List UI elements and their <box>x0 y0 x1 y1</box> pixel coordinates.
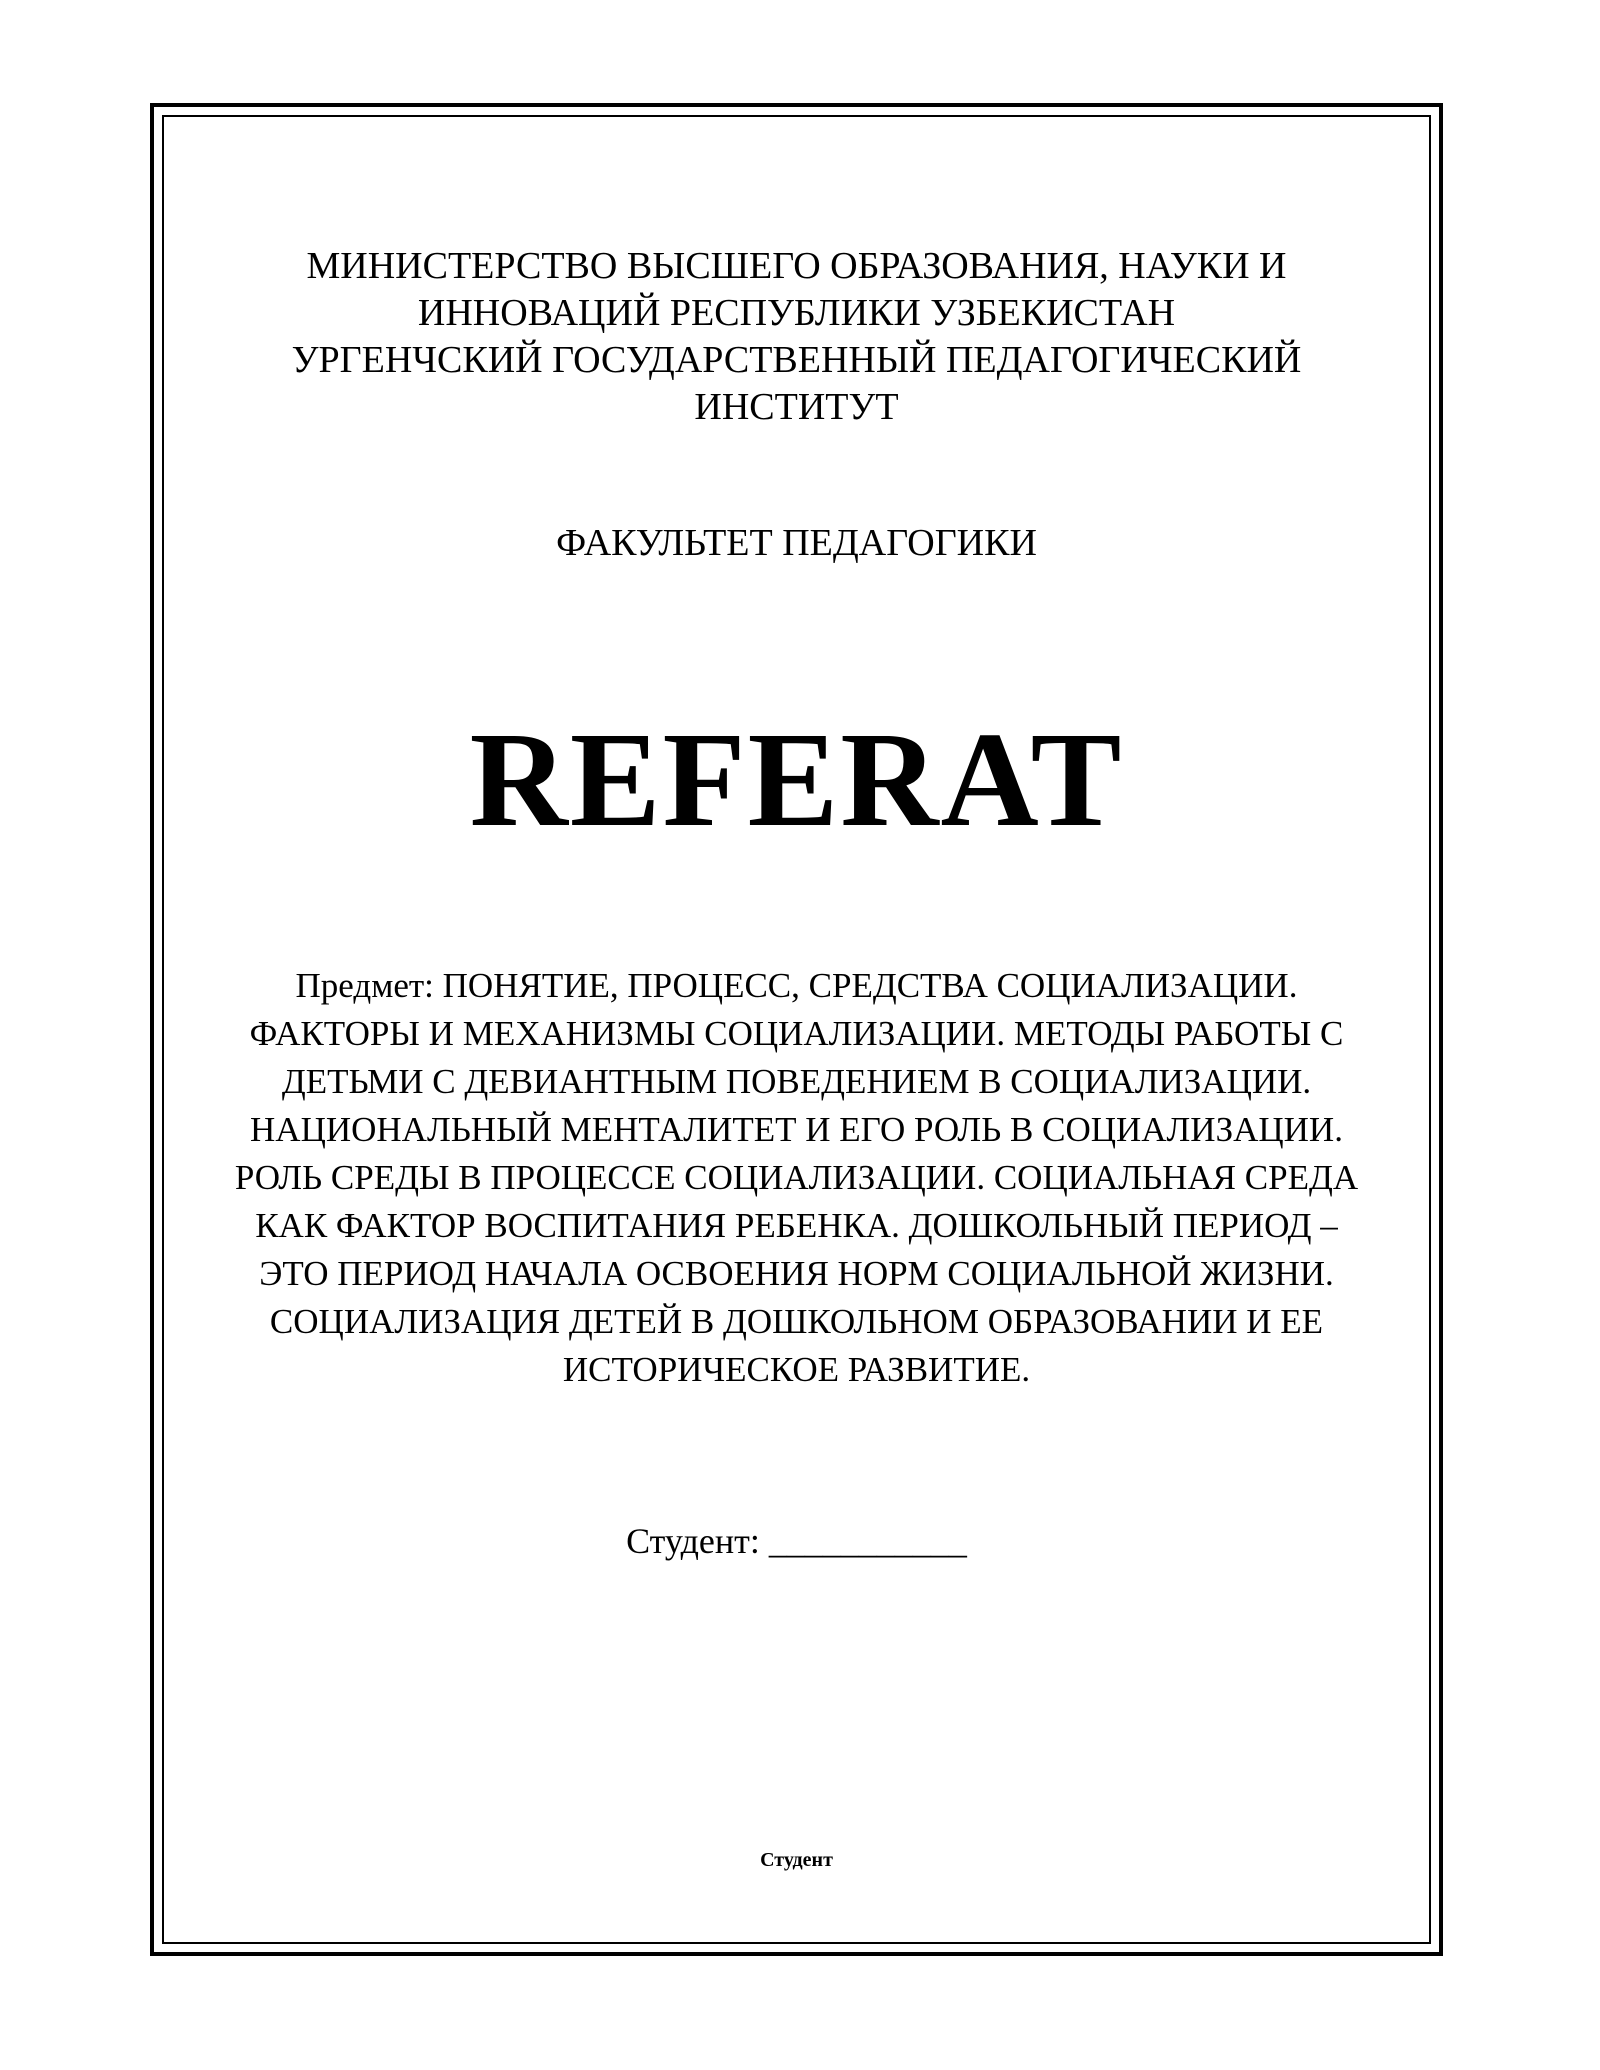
document-title: REFERAT <box>469 705 1124 855</box>
faculty-name: ФАКУЛЬТЕТ ПЕДАГОГИКИ <box>556 522 1037 564</box>
subject-text: Предмет: ПОНЯТИЕ, ПРОЦЕСС, СРЕДСТВА СОЦИАЛИЗАЦИИ. ФАКТОРЫ И МЕХАНИЗМЫ СОЦИАЛИЗАЦИИ. МЕТОДЫ РАБОТЫ С ДЕТЬМИ С ДЕВИАНТНЫМ ПОВЕДЕНИЕМ В СОЦИАЛИЗАЦИИ. НАЦИОНАЛЬНЫЙ МЕНТАЛИТЕТ И ЕГО РОЛЬ В СОЦИАЛИЗАЦИИ. РОЛЬ СРЕДЫ В ПРОЦЕССЕ СОЦИАЛИЗАЦИИ. СОЦИАЛЬНАЯ СРЕДА КАК ФАКТОР ВОСПИТАНИЯ РЕБЕНКА. ДОШКОЛЬНЫЙ ПЕРИОД – ЭТО ПЕРИОД НАЧАЛА ОСВОЕНИЯ НОРМ СОЦИАЛЬНОЙ ЖИЗНИ. СОЦИАЛИЗАЦИЯ ДЕТЕЙ В ДОШКОЛЬНОМ ОБРАЗОВАНИИ И ЕЕ ИСТОРИЧЕСКОЕ РАЗВИТИЕ. <box>234 966 1359 1389</box>
ministry-line: МИНИСТЕРСТВО ВЫСШЕГО ОБРАЗОВАНИЯ, НАУКИ И <box>306 245 1287 287</box>
ministry-line: ИНСТИТУТ <box>694 386 899 428</box>
ministry-header <box>162 243 1431 431</box>
ministry-line: ИННОВАЦИЙ РЕСПУБЛИКИ УЗБЕКИСТАН <box>417 292 1176 334</box>
footer-student-label: Студент <box>760 1849 833 1871</box>
student-field: Студент: ___________ <box>626 1521 967 1561</box>
ministry-line: УРГЕНЧСКИЙ ГОСУДАРСТВЕННЫЙ ПЕДАГОГИЧЕСКИЙ <box>291 339 1302 381</box>
title-page <box>162 115 1431 1944</box>
